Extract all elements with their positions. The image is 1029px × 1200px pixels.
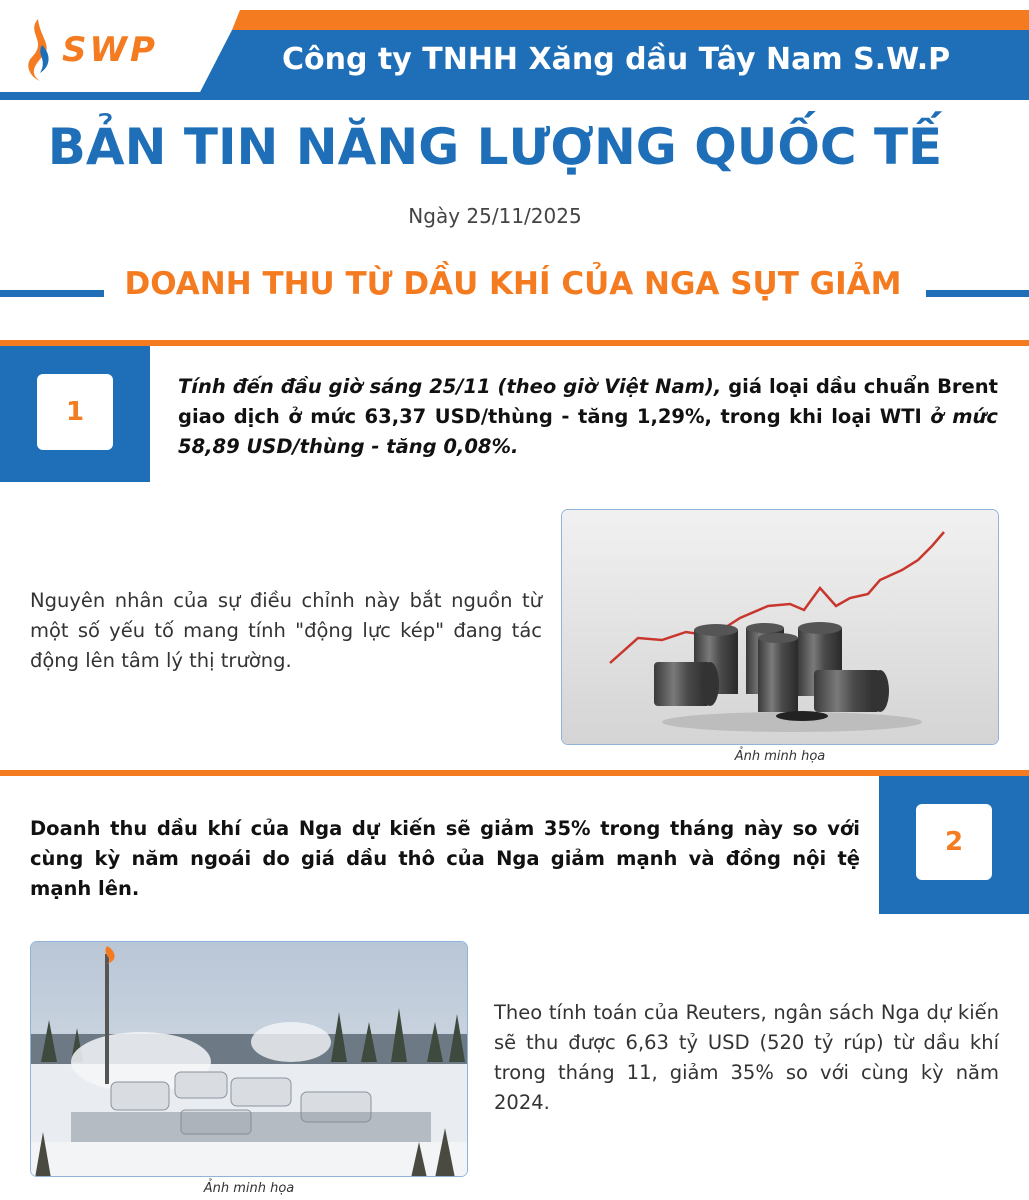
page-title: BẢN TIN NĂNG LƯỢNG QUỐC TẾ [47, 118, 943, 176]
subtitle-divider-right [926, 290, 1029, 297]
section1-top-bar [0, 340, 1029, 346]
section2-lead-text: Doanh thu dầu khí của Nga dự kiến sẽ giảm 35% trong tháng này so với cùng kỳ năm ngoái do giá dầu thô của Nga giảm mạnh và đồng nội tệ mạnh lên. [30, 817, 860, 900]
bulletin-date: Ngày 25/11/2025 [408, 204, 582, 228]
logo-text: SWP [62, 30, 158, 70]
company-logo [18, 10, 258, 90]
section2-number-block [879, 776, 1029, 914]
subtitle-divider-left [0, 290, 104, 297]
section1-body-text: Nguyên nhân của sự điều chỉnh này bắt nguồn từ một số yếu tố mang tính "động lực kép" đang tác động lên tâm lý thị trường. [30, 589, 542, 672]
section1-lead-italic-end: ở mức 58,89 USD/thùng - tăng 0,08%. [178, 405, 998, 458]
section1-number-block [0, 346, 150, 482]
oil-field-photo [30, 941, 468, 1177]
header-banner [0, 0, 1029, 100]
section2-top-bar [0, 770, 1029, 776]
oil-barrels-photo [561, 509, 999, 745]
section1-lead-italic: Tính đến đầu giờ sáng 25/11 (theo giờ Việt Nam), [178, 375, 722, 398]
section1-lead-main: giá loại dầu chuẩn Brent giao dịch ở mức 63,37 USD/thùng - tăng 1,29%, trong khi loại WTI [178, 375, 998, 428]
section2-photo-caption: Ảnh minh họa [203, 1181, 295, 1196]
section1-photo-caption: Ảnh minh họa [734, 749, 826, 764]
section2-number: 2 [916, 804, 992, 880]
section-subtitle: DOANH THU TỪ DẦU KHÍ CỦA NGA SỤT GIẢM [124, 266, 902, 302]
flame-icon [18, 15, 58, 85]
company-name: Công ty TNHH Xăng dầu Tây Nam S.W.P [282, 42, 951, 77]
section1-number: 1 [37, 374, 113, 450]
section2-body-text: Theo tính toán của Reuters, ngân sách Nga dự kiến sẽ thu được 6,63 tỷ USD (520 tỷ rúp) từ dầu khí trong tháng 11, giảm 35% so với cùng kỳ năm 2024. [494, 1001, 999, 1114]
section1-lead-text [178, 372, 998, 462]
